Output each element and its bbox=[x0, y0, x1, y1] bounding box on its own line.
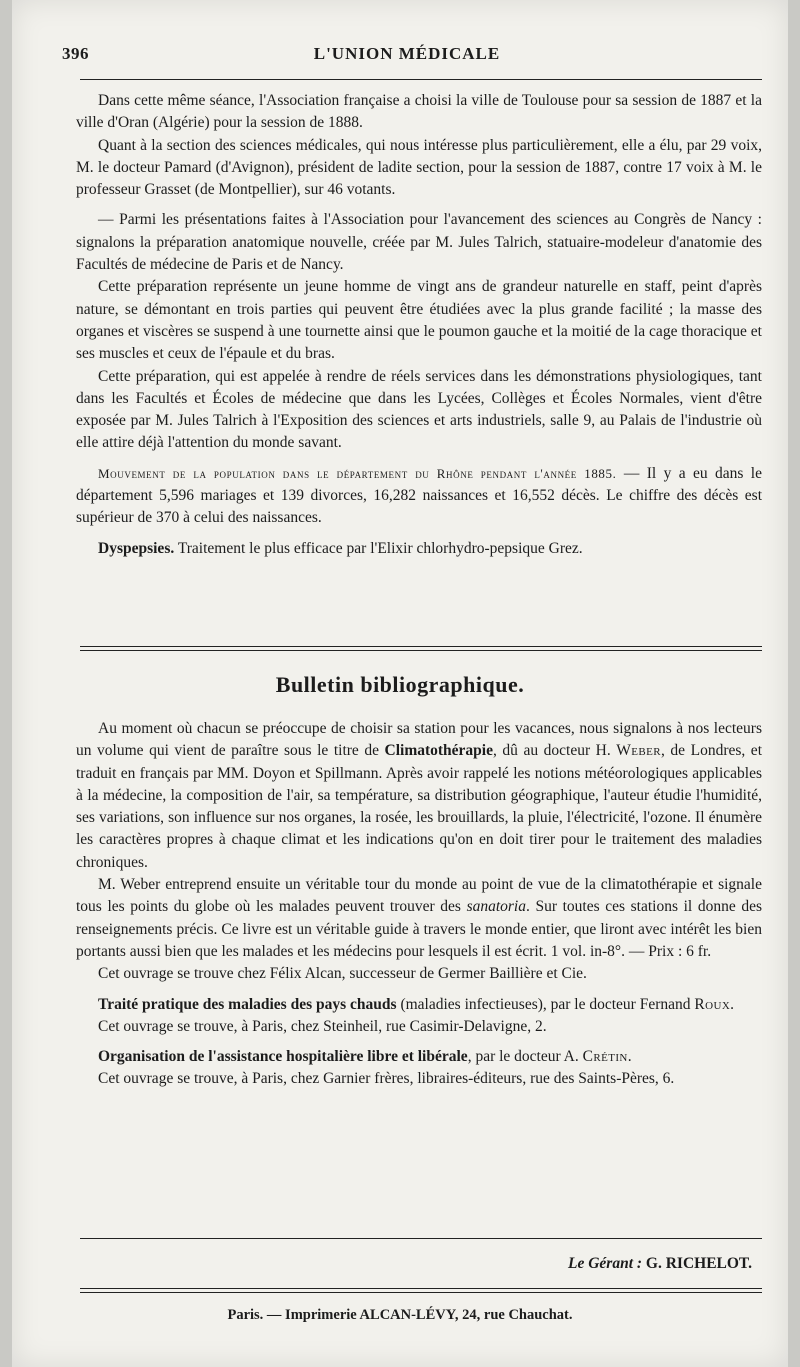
footer-rule-bottom bbox=[80, 1292, 762, 1293]
paragraph-preparation-description: Cette préparation représente un jeune homme de vingt ans de grandeur naturelle en staff, peint d'après nature, se démontant en trois parties qui peuvent être étudiées avec la plus grande facilité ; la masse des organes et viscères se suspend à une tournette ainsi que le poumon gauche et la moitié de la cage thoracique et ses muscles et ceux de l'épaule et du bras. bbox=[76, 278, 762, 363]
traite-pratique-title: Traité pratique des maladies des pays chauds bbox=[98, 995, 397, 1013]
section-rule-top bbox=[80, 646, 762, 647]
weber-tour-text: M. Weber entreprend ensuite un véritable tour du monde au point de vue de la climatothérapie et signale tous les points du globe où les malades peuvent trouver des bbox=[76, 876, 762, 916]
organisation-title: Organisation de l'assistance hospitalière libre et libérale bbox=[98, 1048, 468, 1066]
signature-name: G. RICHELOT. bbox=[645, 1255, 752, 1272]
dyspepsies-heading: Dyspepsies. bbox=[98, 539, 175, 557]
bulletin-weber-tour bbox=[76, 874, 762, 963]
bulletin-organisation bbox=[76, 1046, 762, 1068]
page-number: 396 bbox=[62, 44, 89, 63]
bulletin-column bbox=[76, 718, 762, 1091]
traite-pratique-text: (maladies infectieuses), par le docteur Fernand bbox=[396, 995, 695, 1013]
footer-rule-top bbox=[80, 1288, 762, 1289]
paragraph-preparation-exposition: Cette préparation, qui est appelée à rendre de réels services dans les démonstrations physiologiques, tant dans les Facultés et Écoles de médecine que dans les Lycées, Collèges et Écoles Normales, vient d'être exposée par M. Jules Talrich à l'Exposition des sciences et arts industriels, salle 9, au Palais de l'industrie où elle attire déjà l'attention du monde savant. bbox=[76, 367, 762, 452]
climatotherapie-intro: Au moment où chacun se préoccupe de choisir sa station pour les vacances, nous signalons à nos lecteurs un volume qui vient de paraître sous le titre de bbox=[76, 720, 762, 760]
paragraph-association-session: Dans cette même séance, l'Association française a choisi la ville de Toulouse pour sa session de 1887 et la ville d'Oran (Algérie) pour la session de 1888. bbox=[76, 92, 762, 132]
population-text: — Il y a eu dans le département 5,596 mariages et 139 divorces, 16,282 naissances et 16,552 décès. Le chiffre des décès est supérieur de 370 à celui des naissances. bbox=[76, 464, 762, 527]
bulletin-title: Bulletin bibliographique. bbox=[275, 672, 525, 697]
sanatoria-term: sanatoria bbox=[466, 898, 526, 916]
section-rule-bottom bbox=[80, 650, 762, 651]
bulletin-garnier-note: Cet ouvrage se trouve, à Paris, chez Garnier frères, libraires-éditeurs, rue des Saints-Pères, 6. bbox=[98, 1070, 675, 1088]
climatotherapie-summary: , de Londres, et traduit en français par MM. Doyon et Spillmann. Après avoir rappelé les notions météorologiques applicables à la médecine, la composition de l'air, sa température, sa distribution géographique, l'auteur étudie l'humidité, ses variations, son influence sur nos organes, la rosée, les brouillards, la pluie, l'électricité, l'ozone. Il énumère les caractères propres à chaque climat et les indications qu'on en doit tirer pour le traitement des maladies chroniques. bbox=[76, 742, 762, 871]
weber-tour-text-end: . Sur toutes ces stations il donne des renseignements précis. Ce livre est un véritable guide à travers le monde entier, que liront avec intérêt les bien portants aussi bien que les malades et les médecins pour lesquels il est écrit. 1 vol. in-8°. — Prix : 6 fr. bbox=[76, 898, 762, 960]
bulletin-traite-pratique bbox=[76, 994, 762, 1016]
traite-pratique-author: Roux bbox=[694, 995, 731, 1013]
traite-pratique-end: . bbox=[730, 995, 735, 1013]
page-sheet bbox=[12, 0, 788, 1367]
signature-label: Le Gérant : bbox=[568, 1255, 643, 1272]
page-header bbox=[62, 44, 752, 74]
journal-title: L'UNION MÉDICALE bbox=[313, 44, 501, 63]
climatotherapie-author-prefix: , dû au docteur H. bbox=[493, 742, 617, 760]
signature-line bbox=[568, 1255, 752, 1273]
climatotherapie-author: Weber bbox=[616, 742, 662, 760]
paragraph-population-rhone bbox=[76, 463, 762, 530]
population-heading: Mouvement de la population dans le département du Rhône pendant l'année 1885. bbox=[98, 465, 617, 481]
signature-rule bbox=[80, 1238, 762, 1239]
organisation-text: , par le docteur A. bbox=[467, 1048, 583, 1066]
paragraph-presentations: — Parmi les présentations faites à l'Association pour l'avancement des sciences au Congrès de Nancy : signalons la préparation anatomique nouvelle, créée par M. Jules Talrich, statuaire-modeleur d'anatomie des Facultés de médecine de Paris et de Nancy. bbox=[76, 211, 762, 274]
organisation-end: . bbox=[627, 1048, 632, 1066]
news-column bbox=[76, 90, 762, 560]
organisation-author: Crétin bbox=[582, 1048, 628, 1066]
bulletin-steinheil-note: Cet ouvrage se trouve, à Paris, chez Steinheil, rue Casimir-Delavigne, 2. bbox=[98, 1017, 547, 1035]
header-rule bbox=[80, 79, 762, 80]
paragraph-dyspepsies bbox=[76, 538, 762, 560]
bulletin-alcan-note: Cet ouvrage se trouve chez Félix Alcan, successeur de Germer Baillière et Cie. bbox=[98, 965, 587, 983]
climatotherapie-title: Climatothérapie bbox=[384, 742, 493, 760]
printer-imprint: Paris. — Imprimerie ALCAN-LÉVY, 24, rue Chauchat. bbox=[227, 1307, 573, 1323]
dyspepsies-text: Traitement le plus efficace par l'Elixir chlorhydro-pepsique Grez. bbox=[174, 539, 583, 557]
bulletin-climatotherapie bbox=[76, 718, 762, 874]
paragraph-section-election: Quant à la section des sciences médicales, qui nous intéresse plus particulièrement, elle a élu, par 29 voix, M. le docteur Pamard (d'Avignon), président de ladite section, pour la session de 1887, contre 17 voix à M. le professeur Grasset (de Montpellier), sur 46 votants. bbox=[76, 136, 762, 199]
